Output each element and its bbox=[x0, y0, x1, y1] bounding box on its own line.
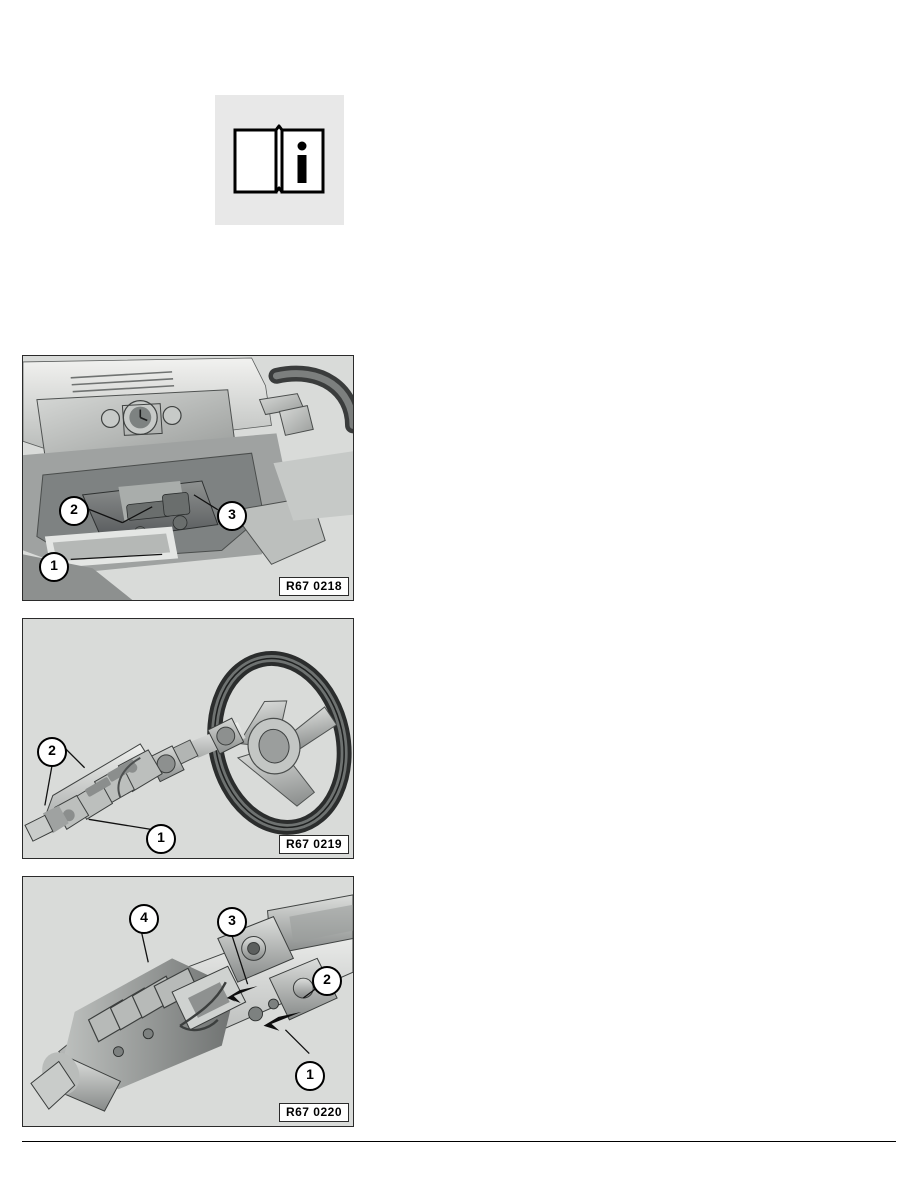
callout-1: 1 bbox=[146, 824, 176, 854]
callout-2: 2 bbox=[37, 737, 67, 767]
information-note-box bbox=[215, 95, 344, 225]
figure-code: R67 0218 bbox=[279, 577, 349, 596]
callout-2: 2 bbox=[59, 496, 89, 526]
figure-code: R67 0219 bbox=[279, 835, 349, 854]
page-footer-rule bbox=[22, 1141, 896, 1142]
figure-2-illustration bbox=[23, 619, 353, 858]
figure-steering-column-lower-trim bbox=[22, 355, 354, 601]
figure-1-illustration bbox=[23, 356, 353, 600]
callout-1: 1 bbox=[39, 552, 69, 582]
figure-steering-column-assembly bbox=[22, 618, 354, 859]
callout-3: 3 bbox=[217, 501, 247, 531]
callout-3: 3 bbox=[217, 907, 247, 937]
callout-2: 2 bbox=[312, 966, 342, 996]
figure-code: R67 0220 bbox=[279, 1103, 349, 1122]
callout-1: 1 bbox=[295, 1061, 325, 1091]
figure-steering-column-detail bbox=[22, 876, 354, 1127]
callout-4: 4 bbox=[129, 904, 159, 934]
information-book-icon bbox=[232, 122, 327, 197]
